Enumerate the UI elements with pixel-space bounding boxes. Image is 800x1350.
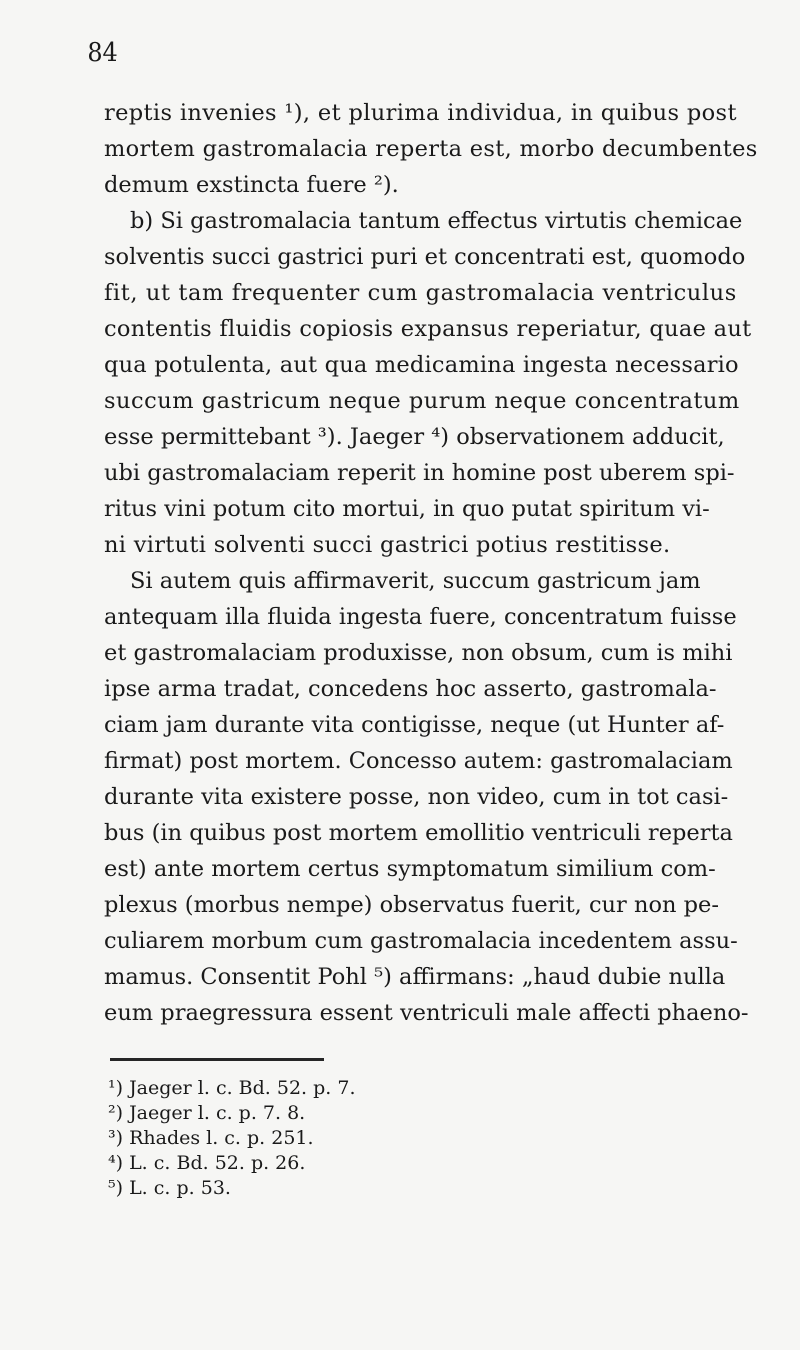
footnote: ⁴) L. c. Bd. 52. p. 26.: [108, 1152, 306, 1174]
text-line: qua potulenta, aut qua medicamina ingesta necessario: [104, 352, 739, 378]
text-line: eum praegressura essent ventriculi male affecti phaeno-: [104, 1000, 749, 1026]
text-line: durante vita existere posse, non video, cum in tot casi-: [104, 784, 729, 810]
text-line: contentis fluidis copiosis expansus reperiatur, quae aut: [104, 316, 752, 342]
page-number: 84: [87, 38, 118, 68]
text-line: plexus (morbus nempe) observatus fuerit, cur non pe-: [104, 892, 719, 918]
text-line: mortem gastromalacia reperta est, morbo decumbentes: [104, 136, 758, 162]
text-line: firmat) post mortem. Concesso autem: gastromalaciam: [104, 748, 733, 774]
text-line: antequam illa fluida ingesta fuere, concentratum fuisse: [104, 604, 737, 630]
text-line: ni virtuti solventi succi gastrici potius restitisse.: [104, 532, 671, 558]
footnote: ¹) Jaeger l. c. Bd. 52. p. 7.: [108, 1077, 356, 1099]
text-line: reptis invenies ¹), et plurima individua, in quibus post: [104, 100, 737, 126]
footnote: ²) Jaeger l. c. p. 7. 8.: [108, 1102, 306, 1124]
text-line: ritus vini potum cito mortui, in quo putat spiritum vi-: [104, 496, 710, 522]
text-line: culiarem morbum cum gastromalacia incedentem assu-: [104, 928, 738, 954]
text-line: ubi gastromalaciam reperit in homine post uberem spi-: [104, 460, 735, 486]
footnotes: [108, 1076, 508, 1201]
text-line: esse permittebant ³). Jaeger ⁴) observationem adducit,: [104, 424, 725, 450]
main-text: [104, 95, 774, 1031]
text-line: demum exstincta fuere ²).: [104, 172, 399, 198]
footnote: ³) Rhades l. c. p. 251.: [108, 1127, 314, 1149]
text-line: ciam jam durante vita contigisse, neque (ut Hunter af-: [104, 712, 725, 738]
text-line: b) Si gastromalacia tantum effectus virtutis chemicae: [130, 208, 743, 234]
text-line: est) ante mortem certus symptomatum similium com-: [104, 856, 716, 882]
text-line: succum gastricum neque purum neque concentratum: [104, 388, 740, 414]
text-line: et gastromalaciam produxisse, non obsum, cum is mihi: [104, 640, 733, 666]
footnote-divider: [110, 1058, 324, 1061]
footnote: ⁵) L. c. p. 53.: [108, 1177, 231, 1199]
text-line: fit, ut tam frequenter cum gastromalacia ventriculus: [104, 280, 737, 306]
text-line: bus (in quibus post mortem emollitio ventriculi reperta: [104, 820, 733, 846]
text-line: mamus. Consentit Pohl ⁵) affirmans: „haud dubie nulla: [104, 964, 726, 990]
text-line: ipse arma tradat, concedens hoc asserto, gastromala-: [104, 676, 717, 702]
text-line: solventis succi gastrici puri et concentrati est, quomodo: [104, 244, 746, 270]
text-line: Si autem quis affirmaverit, succum gastricum jam: [130, 568, 701, 594]
